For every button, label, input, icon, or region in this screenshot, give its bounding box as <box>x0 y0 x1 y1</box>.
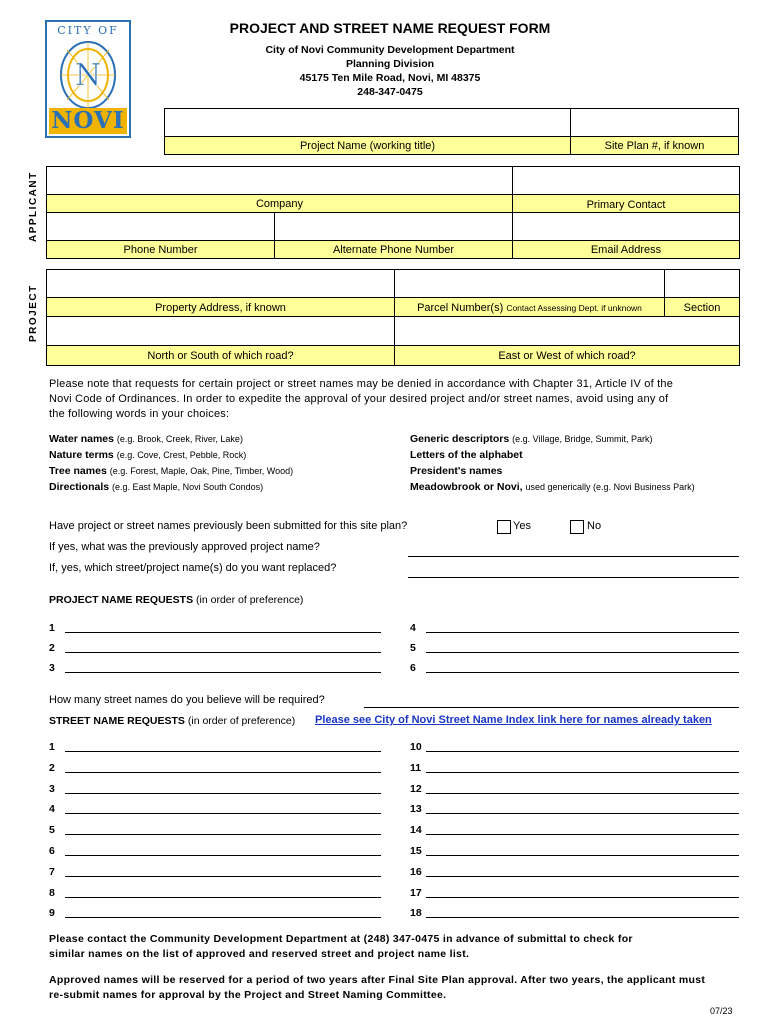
dept-name: City of Novi Community Development Department <box>265 44 515 56</box>
request-name-input[interactable] <box>65 897 381 898</box>
phone-number-label: Phone Number <box>123 244 198 256</box>
request-name-input[interactable] <box>65 855 381 856</box>
east-west-road-label: East or West of which road? <box>498 350 636 362</box>
parcel-number-hint: Contact Assessing Dept. if unknown <box>506 303 642 313</box>
request-name-input[interactable] <box>426 834 739 835</box>
email-address-label: Email Address <box>590 244 662 256</box>
reservation-note <box>49 973 749 1003</box>
request-number: 6 <box>49 845 55 857</box>
dept-phone: 248-347-0475 <box>357 86 423 98</box>
request-number: 3 <box>49 662 55 674</box>
logo-seal-icon <box>57 38 119 112</box>
request-number: 12 <box>410 782 422 795</box>
north-south-road-field[interactable] <box>46 316 395 366</box>
alternate-phone-field[interactable] <box>274 212 513 259</box>
reservation-note-line-2: re-submit names for approval by the Project and Street Naming Committee. <box>49 989 447 1001</box>
no-label: No <box>587 520 602 532</box>
avoid-word-item: President's names <box>410 465 503 477</box>
request-name-input[interactable] <box>65 672 381 673</box>
request-name-input[interactable] <box>426 917 739 918</box>
primary-contact-label: Primary Contact <box>586 199 666 211</box>
section-field[interactable] <box>664 269 740 317</box>
phone-number-field[interactable] <box>46 212 275 259</box>
request-name-input[interactable] <box>65 793 381 794</box>
request-number: 6 <box>410 662 416 674</box>
request-number: 4 <box>49 803 55 816</box>
previously-submitted-question: Have project or street names previously been submitted for this site plan? <box>49 520 408 532</box>
avoid-words-right <box>410 431 750 495</box>
request-name-input[interactable] <box>426 876 739 877</box>
site-plan-number-field[interactable] <box>570 108 739 155</box>
form-title: PROJECT AND STREET NAME REQUEST FORM <box>229 20 551 36</box>
email-address-field[interactable] <box>512 212 740 259</box>
avoid-word-item: Generic descriptors (e.g. Village, Bridge, Summit, Park) <box>410 433 653 445</box>
previous-name-question: If yes, what was the previously approved project name? <box>49 541 320 553</box>
no-checkbox[interactable] <box>570 520 584 534</box>
division-name: Planning Division <box>345 58 435 70</box>
east-west-road-field[interactable] <box>394 316 740 366</box>
request-name-input[interactable] <box>426 813 739 814</box>
request-number: 2 <box>49 642 55 654</box>
request-number: 17 <box>410 886 422 899</box>
project-section-label: PROJECT <box>28 284 39 342</box>
project-name-label: Project Name (working title) <box>299 140 436 152</box>
how-many-question: How many street names do you believe will be required? <box>49 694 325 706</box>
logo-name-text: NOVI <box>49 108 127 134</box>
avoid-word-item: Directionals (e.g. East Maple, Novi South Condos) <box>49 481 264 493</box>
project-name-field[interactable] <box>164 108 571 155</box>
notice-line-2: Novi Code of Ordinances. In order to expedite the approval of your desired project and/or street names, avoid using any of <box>49 393 669 405</box>
alternate-phone-label: Alternate Phone Number <box>332 244 455 256</box>
request-number: 7 <box>49 865 55 878</box>
parcel-number-label: Parcel Number(s) <box>417 302 504 314</box>
revision-date: 07/23 <box>710 1006 733 1016</box>
how-many-input[interactable] <box>364 707 739 708</box>
request-name-input[interactable] <box>426 772 739 773</box>
request-number: 16 <box>410 865 422 878</box>
contact-note-line-2: similar names on the list of approved and reserved street and project name list. <box>49 948 470 960</box>
contact-note-line-1: Please contact the Community Development Department at (248) 347-0475 in advance of submittal to check for <box>49 933 633 945</box>
applicant-section-label: APPLICANT <box>28 171 39 242</box>
dept-address: 45175 Ten Mile Road, Novi, MI 48375 <box>299 72 481 84</box>
request-number: 1 <box>49 741 55 753</box>
avoid-words-left <box>49 431 399 495</box>
request-number: 2 <box>49 761 55 774</box>
request-name-input[interactable] <box>65 834 381 835</box>
request-name-input[interactable] <box>426 793 739 794</box>
request-number: 15 <box>410 845 422 857</box>
street-requests-heading: STREET NAME REQUESTS (in order of preference) <box>49 715 296 727</box>
replaced-question: If, yes, which street/project name(s) do you want replaced? <box>49 562 337 574</box>
request-name-input[interactable] <box>65 772 381 773</box>
contact-note <box>49 932 749 962</box>
request-number: 9 <box>49 907 55 920</box>
request-name-input[interactable] <box>65 813 381 814</box>
avoid-word-item: Nature terms (e.g. Cove, Crest, Pebble, Rock) <box>49 449 247 461</box>
request-name-input[interactable] <box>426 632 739 633</box>
replaced-names-input[interactable] <box>408 577 739 578</box>
request-name-input[interactable] <box>65 751 381 752</box>
request-name-input[interactable] <box>426 751 739 752</box>
site-plan-label: Site Plan #, if known <box>604 140 705 152</box>
section-label: Section <box>683 302 721 314</box>
property-address-label: Property Address, if known <box>155 302 286 314</box>
request-name-input[interactable] <box>65 652 381 653</box>
company-label: Company <box>255 198 304 210</box>
request-number: 18 <box>410 907 422 920</box>
logo-top-text: CITY OF <box>57 24 119 37</box>
yes-label: Yes <box>513 520 531 532</box>
north-south-road-label: North or South of which road? <box>147 350 294 362</box>
notice-paragraph <box>49 377 749 422</box>
city-of-novi-logo <box>45 20 131 138</box>
request-number: 3 <box>49 782 55 795</box>
request-name-input[interactable] <box>426 897 739 898</box>
logo-monogram: N <box>74 58 102 93</box>
request-number: 5 <box>49 824 55 837</box>
street-name-index-link[interactable]: Please see City of Novi Street Name Index link here for names already taken <box>315 714 712 726</box>
request-name-input[interactable] <box>65 917 381 918</box>
reservation-note-line-1: Approved names will be reserved for a period of two years after Final Site Plan approval. After two years, the applicant must <box>49 974 706 986</box>
request-name-input[interactable] <box>65 876 381 877</box>
request-name-input[interactable] <box>426 855 739 856</box>
company-field[interactable] <box>46 166 513 213</box>
avoid-word-item: Meadowbrook or Novi, used generically (e.g. Novi Business Park) <box>410 481 695 493</box>
request-number: 14 <box>410 824 422 837</box>
notice-line-3: the following words in your choices: <box>49 408 230 420</box>
property-address-field[interactable] <box>46 269 395 317</box>
previous-name-input[interactable] <box>408 556 739 557</box>
parcel-number-field[interactable] <box>394 269 665 317</box>
request-number: 11 <box>410 761 422 774</box>
request-name-input[interactable] <box>65 632 381 633</box>
request-number: 13 <box>410 803 422 816</box>
project-requests-heading: PROJECT NAME REQUESTS (in order of preference) <box>49 594 304 606</box>
request-number: 5 <box>410 642 416 654</box>
avoid-word-item: Water names (e.g. Brook, Creek, River, Lake) <box>49 433 243 445</box>
avoid-word-item: Tree names (e.g. Forest, Maple, Oak, Pine, Timber, Wood) <box>49 465 294 477</box>
yes-checkbox[interactable] <box>497 520 511 534</box>
request-number: 10 <box>410 741 422 753</box>
primary-contact-field[interactable] <box>512 166 740 213</box>
request-name-input[interactable] <box>426 672 739 673</box>
request-number: 8 <box>49 886 55 899</box>
request-number: 4 <box>410 622 416 634</box>
request-number: 1 <box>49 622 55 634</box>
notice-line-1: Please note that requests for certain project or street names may be denied in accordance with Chapter 31, Article IV of the <box>49 378 674 390</box>
request-name-input[interactable] <box>426 652 739 653</box>
avoid-word-item: Letters of the alphabet <box>410 449 523 461</box>
